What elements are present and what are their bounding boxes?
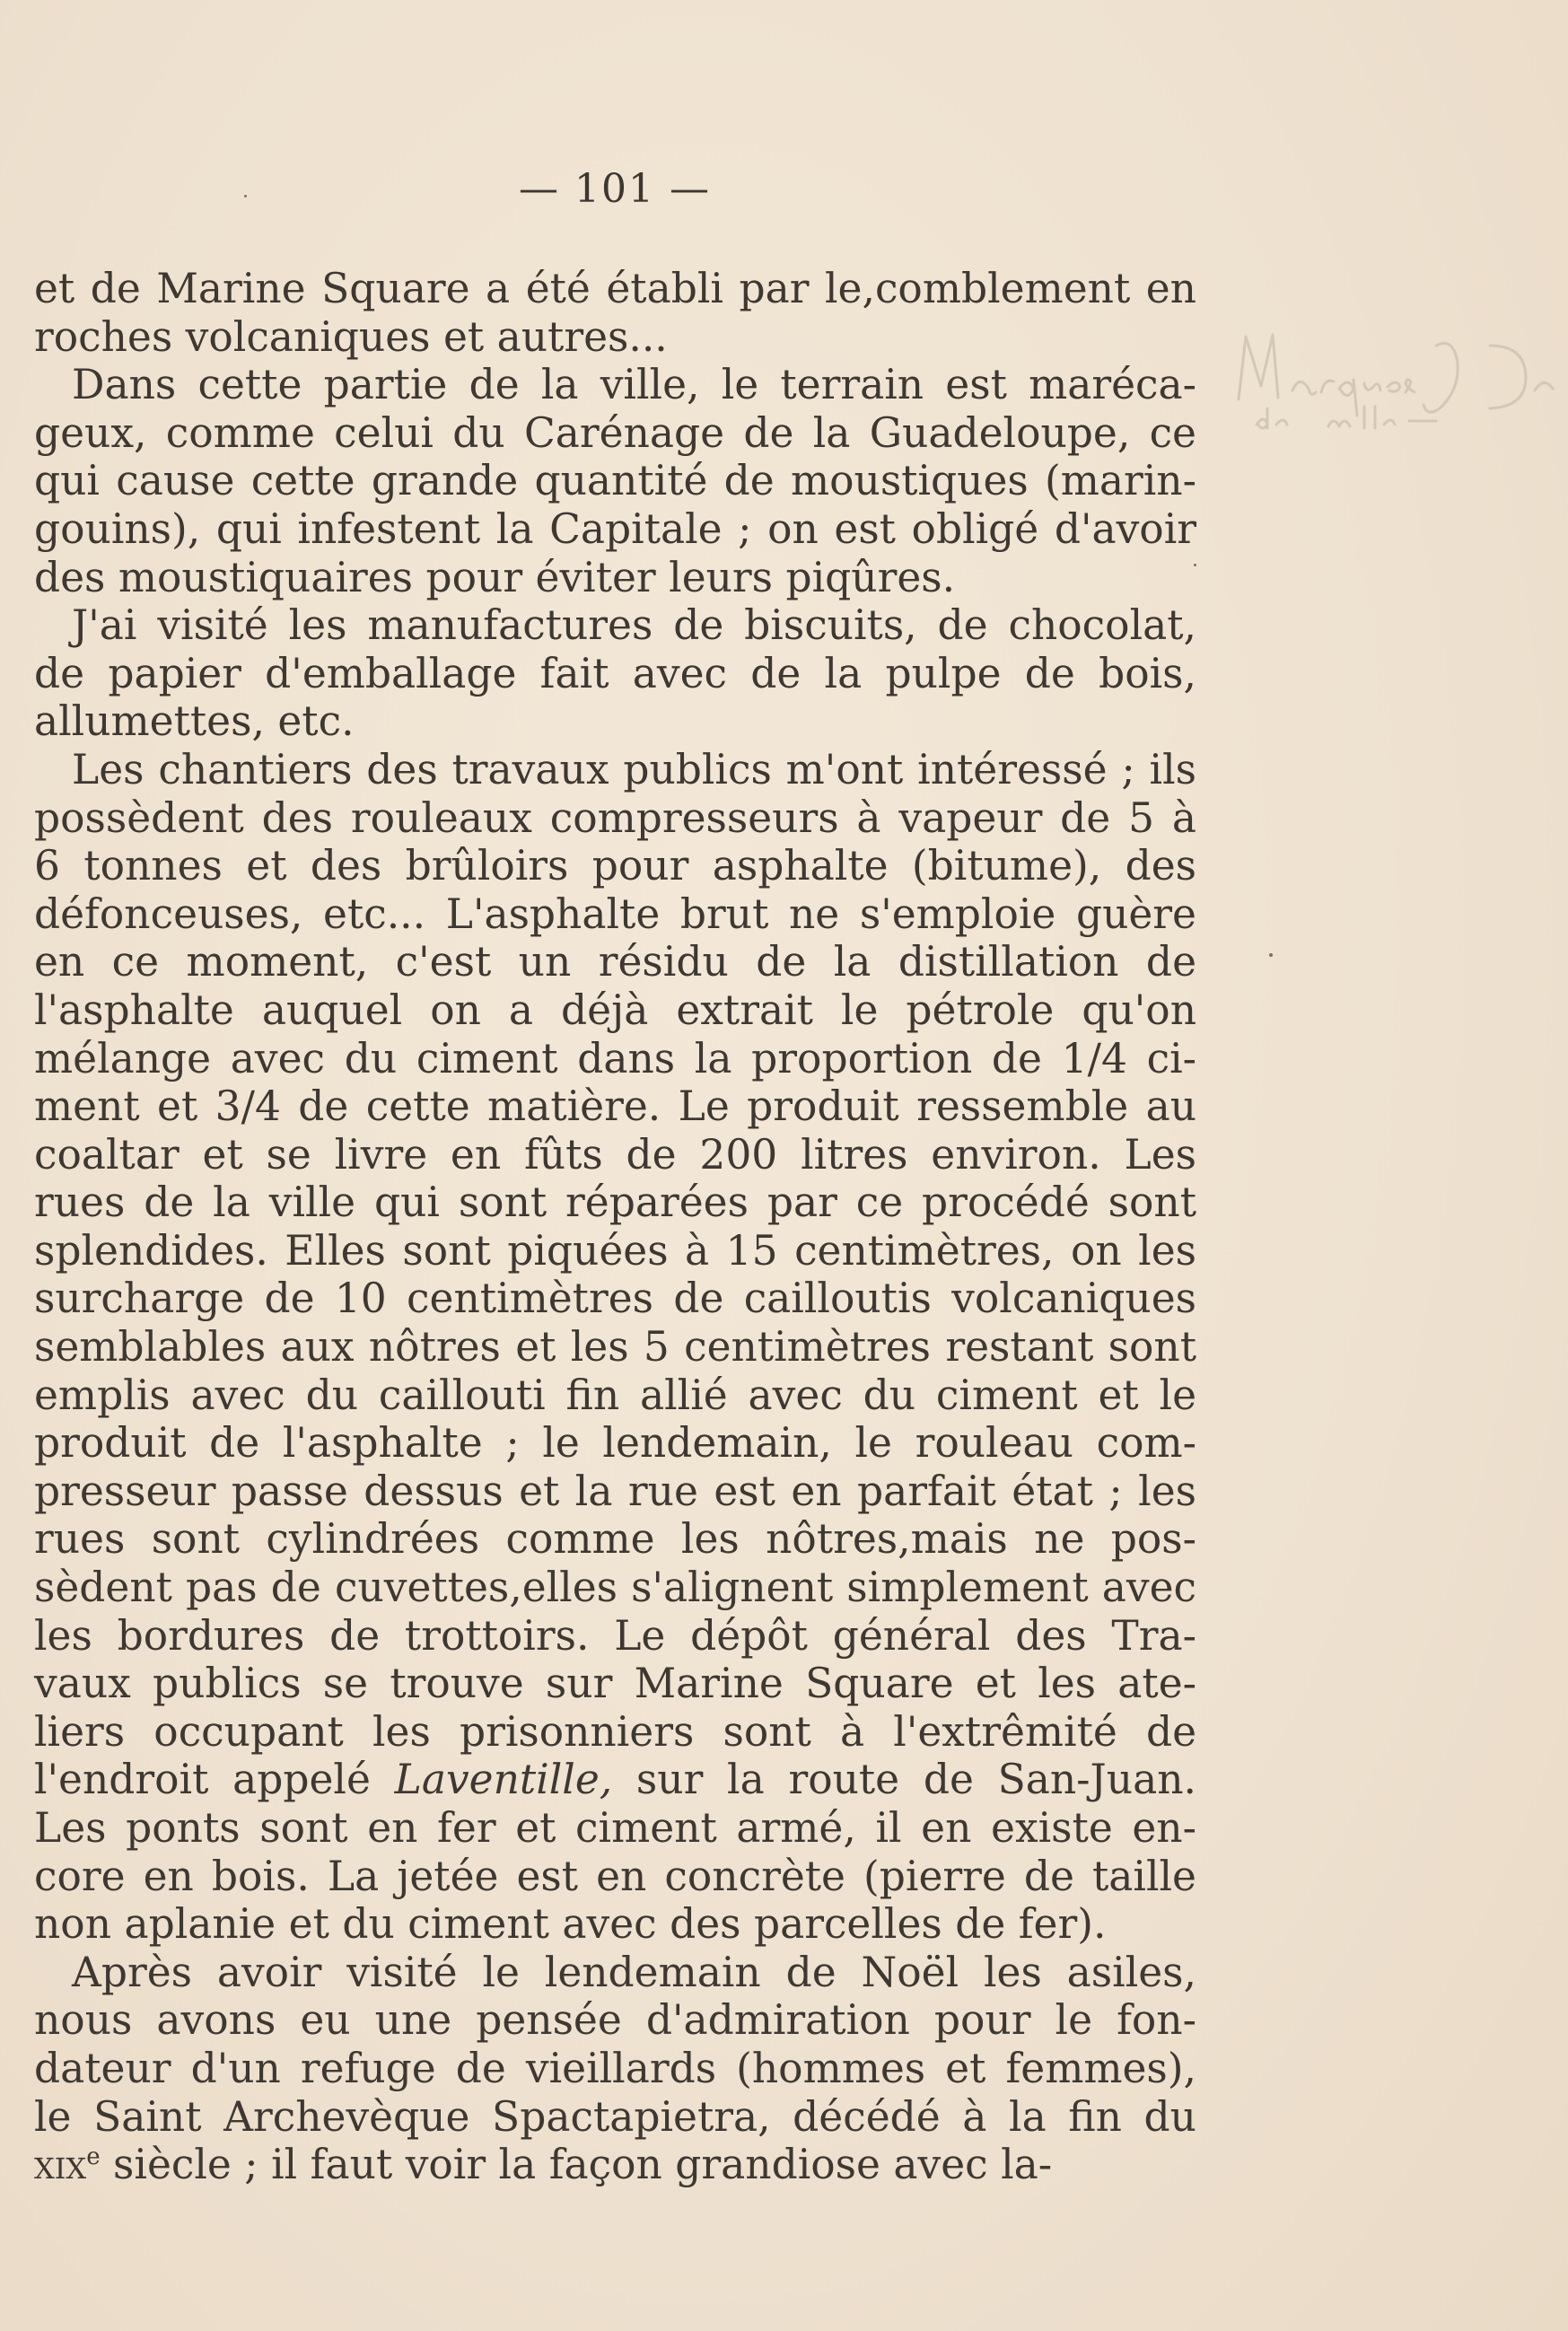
paragraph-4-text-a: Les chantiers des travaux publics m'ont intéressé ; ils possèdent des rouleaux compresseurs à vapeur de 5 à 6 tonnes et des brûloirs pour asphalte (bitume), des défonceuses, etc... L'asphalte brut ne s'emploie guère en ce moment, c'est un résidu de la distillation de l'asphalte auquel on a déjà extrait le pétrole qu'on mélange avec du ciment dans la proportion de 1/4 ci-ment et 3/4 de cette matière. Le produit ressemble au coaltar et se livre en fûts de 200 litres environ. Les rues de la ville qui sont réparées par ce procédé sont splendides. Elles sont piquées à 15 centimètres, on les surcharge de 10 centimètres de cailloutis volcaniques semblables aux nôtres et les 5 centimètres restant sont emplis avec du caillouti fin allié avec du ciment et le produit de l'asphalte ; le lendemain, le rouleau com-presseur passe dessus et la rue est en parfait état ; les rues sont cylindrées comme les nôtres,mais ne pos-sèdent pas de cuvettes,elles s'alignent simplement avec les bordures de trottoirs. Le dépôt général des Tra-vaux publics se trouve sur Marine Square et les ate-liers occupant les prisonniers sont à l'extrêmité de l'endroit appelé (34, 745, 1196, 1804)
paragraph-1: et de Marine Square a été établi par le,comblement en roches volcaniques et autres... (34, 265, 1196, 361)
handwritten-marginal-note (1221, 310, 1568, 444)
place-name-italic: Laventille, (394, 1756, 613, 1804)
handwriting-icon (1221, 310, 1568, 444)
paragraph-4 (34, 746, 1196, 1949)
paragraph-5 (34, 1949, 1196, 2189)
paragraph-2: Dans cette partie de la ville, le terrain est maréca-geux, comme celui du Carénage de la Guadeloupe, ce qui cause cette grande quantité de moustiques (marin-gouins), qui infestent la Capitale ; on est obligé d'avoir des moustiquaires pour éviter leurs piqûres. (34, 361, 1196, 601)
paragraph-4-text-b: sur la route de San-Juan. Les ponts sont en fer et ciment armé, il en existe en-core en bois. La jetée est en concrète (pierre de taille non aplanie et du ciment avec des parcelles de fer). (34, 1756, 1196, 1949)
century-superscript: e (86, 2143, 101, 2170)
century-roman-numeral: xix (34, 2141, 87, 2189)
paper-speck (1194, 564, 1196, 566)
paragraph-3: J'ai visité les manufactures de biscuits, de chocolat, de papier d'emballage fait avec de la pulpe de bois, allumettes, etc. (34, 601, 1196, 746)
page-number: — 101 — (519, 166, 711, 212)
paper-speck (1269, 953, 1273, 957)
paper-speck (244, 195, 247, 197)
body-text (34, 265, 1196, 2189)
paragraph-5-text-b: siècle ; il faut voir la façon grandiose avec la- (100, 2141, 1053, 2189)
paragraph-5-text-a: Après avoir visité le lendemain de Noël les asiles, nous avons eu une pensée d'admiration pour le fon-dateur d'un refuge de vieillards (hommes et femmes), le Saint Archevèque Spactapietra, décédé à la fin du (34, 1948, 1196, 2141)
